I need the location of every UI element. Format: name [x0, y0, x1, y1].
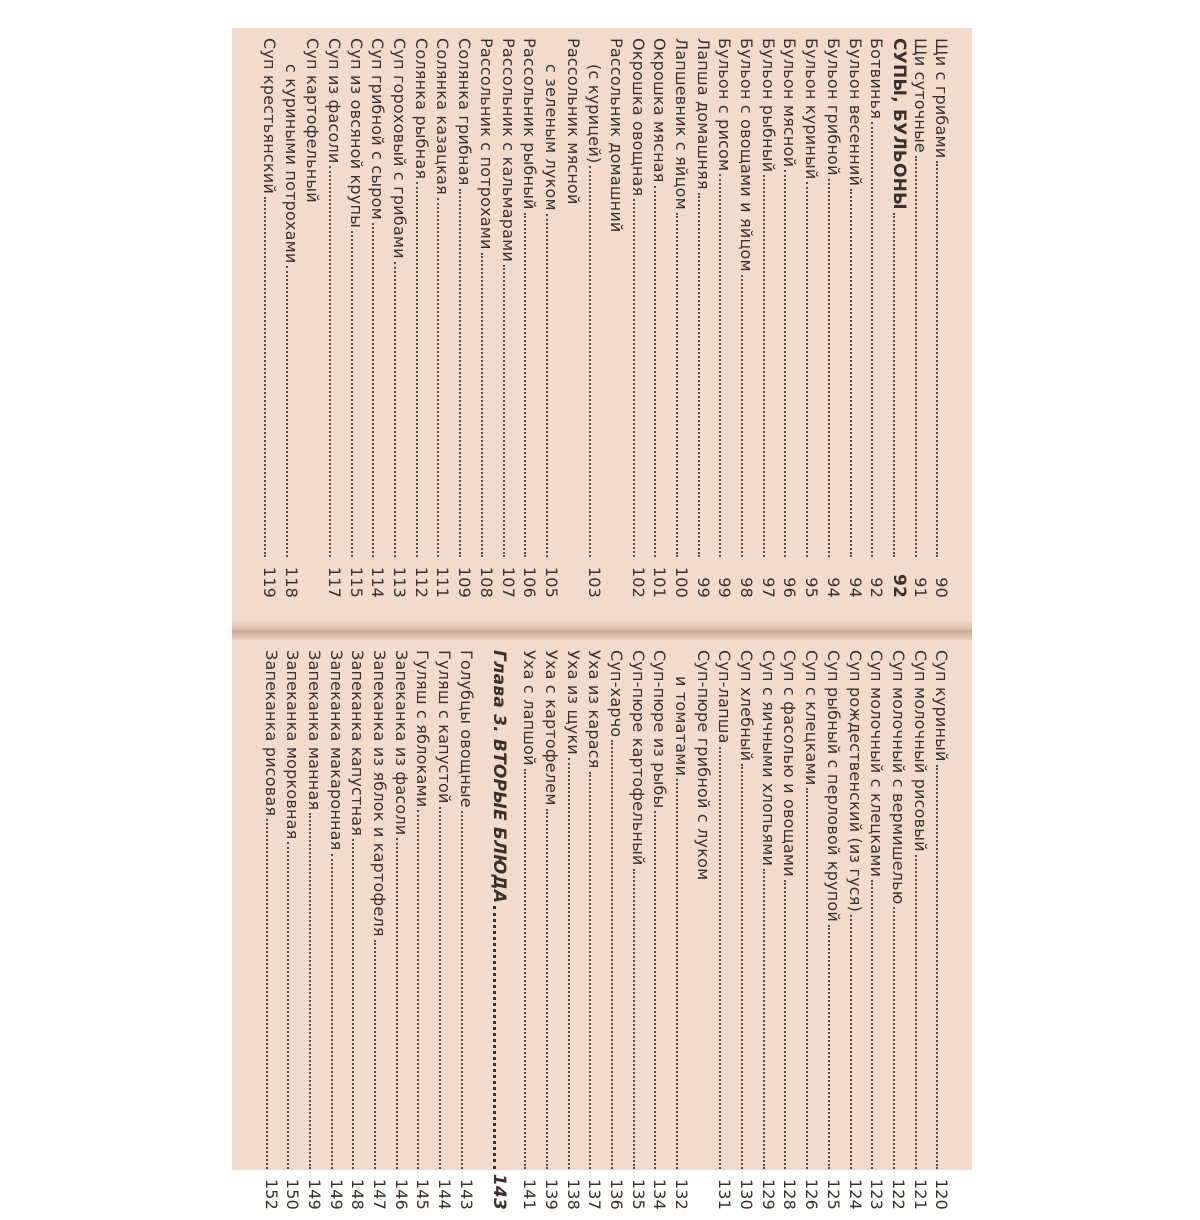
toc-entry — [846, 650, 868, 1210]
toc-entry — [435, 650, 457, 1210]
toc-entry-title: Бульон весенний — [845, 38, 865, 187]
toc-entry-page-number: 109 — [455, 566, 475, 598]
toc-entry-page-number: 125 — [823, 1178, 843, 1210]
toc-entry-page-number: 138 — [563, 1178, 583, 1210]
toc-entry-title: Суп из овсяной крупы — [346, 38, 366, 228]
toc-entry-title: Рассольник рыбный — [520, 38, 540, 210]
toc-entry-title: Рассольник домашний — [607, 38, 626, 233]
toc-entry-title: Суп гороховый с грибами — [390, 38, 410, 259]
toc-entry — [542, 650, 564, 1210]
toc-entry-page-number: 118 — [281, 566, 301, 598]
toc-entry-title: Бульон рыбный — [758, 38, 778, 173]
dot-leader — [546, 214, 549, 557]
dot-leader — [893, 907, 896, 1169]
toc-entry — [911, 38, 933, 598]
toc-entry — [489, 650, 511, 1210]
dot-leader — [828, 925, 831, 1169]
toc-entry — [629, 650, 651, 1210]
toc-entry-title: СУПЫ, БУЛЬОНЫ — [888, 38, 909, 210]
toc-entry — [390, 38, 412, 598]
toc-entry — [392, 650, 414, 1210]
toc-entry — [542, 38, 564, 598]
dot-leader — [352, 839, 355, 1169]
toc-entry — [607, 650, 629, 1210]
toc-entry-title: Глава 3. ВТОРЫЕ БЛЮДА — [488, 650, 509, 904]
toc-entry — [455, 38, 477, 598]
toc-entry-page-number: 94 — [823, 577, 843, 598]
toc-entry-title: Суп картофельный — [303, 38, 323, 203]
dot-leader — [936, 161, 939, 557]
toc-entry-page-number: 114 — [368, 566, 388, 598]
toc-entry-title: Суп с клецками — [802, 650, 822, 786]
toc-entry — [282, 38, 304, 598]
toc-entry-page-number: 101 — [650, 566, 670, 598]
dot-leader — [309, 813, 312, 1169]
toc-entry-title: Щи суточные — [910, 38, 930, 153]
dot-leader — [439, 807, 442, 1169]
toc-entry — [932, 38, 954, 598]
toc-entry — [585, 650, 607, 1210]
dot-leader — [871, 880, 874, 1169]
toc-entry — [564, 38, 586, 598]
toc-entry-title: и томатами — [672, 676, 692, 777]
toc-list-lower — [262, 640, 972, 1210]
toc-entry-page-number: 135 — [628, 1178, 648, 1210]
toc-entry-page-number: 95 — [802, 577, 822, 598]
toc-entry-title: Суп-лапша — [715, 650, 735, 744]
toc-entry-page-number: 141 — [520, 1178, 540, 1210]
toc-entry-title: Суп грибной с сыром — [368, 38, 388, 220]
toc-entry-page-number: 139 — [541, 1178, 561, 1210]
toc-entry-page-number: 103 — [585, 566, 605, 598]
toc-entry — [889, 38, 911, 598]
toc-entry-title: Окрошка мясная — [650, 38, 670, 183]
toc-entry — [715, 650, 737, 1210]
toc-entry-title: Бульон мясной — [780, 38, 800, 168]
toc-entry-title: Суп-пюре картофельный — [628, 650, 648, 866]
dot-leader — [394, 262, 397, 557]
toc-entry-page-number: 146 — [391, 1178, 411, 1210]
toc-entry-title: Суп-пюре грибной с луком — [693, 650, 713, 881]
toc-entry — [694, 38, 716, 598]
toc-entry-title: Суп с яичными хлопьями — [758, 650, 778, 867]
toc-entry — [414, 650, 436, 1210]
dot-leader — [459, 189, 462, 557]
toc-entry-page-number: 90 — [932, 577, 952, 598]
toc-entry-title: Гуляш с яблоками — [413, 650, 433, 808]
toc-entry — [824, 650, 846, 1210]
dot-leader — [719, 174, 722, 557]
toc-entry — [585, 38, 607, 598]
dot-leader — [633, 869, 636, 1170]
toc-entry-page-number: 145 — [413, 1178, 433, 1210]
toc-entry-page-number: 111 — [433, 566, 453, 598]
toc-entry-page-number: 123 — [867, 1178, 887, 1210]
toc-entry — [867, 38, 889, 598]
toc-entry-page-number: 115 — [346, 566, 366, 598]
toc-entry-page-number: 117 — [325, 566, 345, 598]
toc-entry — [303, 38, 325, 598]
book-spine-gutter — [232, 620, 972, 640]
dot-leader — [654, 811, 657, 1169]
dot-leader — [329, 166, 332, 557]
toc-entry — [759, 650, 781, 1210]
toc-entry-page-number: 98 — [737, 577, 757, 598]
toc-entry — [759, 38, 781, 598]
dot-leader — [741, 764, 744, 1169]
toc-entry-title: (с курицей) — [585, 64, 605, 164]
dot-leader — [418, 810, 421, 1169]
toc-entry — [434, 38, 456, 598]
dot-leader — [503, 265, 506, 557]
toc-entry — [457, 650, 479, 1210]
toc-entry-title: Гуляш с капустой — [435, 650, 455, 804]
toc-entry-page-number: 152 — [261, 1178, 281, 1210]
toc-entry-title: Рассольник с кальмарами — [498, 38, 518, 263]
dot-leader — [763, 175, 766, 557]
toc-entry-title: Лапшевник с яйцом — [672, 38, 692, 210]
toc-entry — [715, 38, 737, 598]
dot-leader — [264, 197, 267, 557]
toc-entry — [650, 650, 672, 1210]
toc-entry — [802, 38, 824, 598]
toc-entry — [607, 38, 629, 598]
toc-entry-title: Бульон с рисом — [715, 38, 735, 172]
toc-entry-page-number: 96 — [780, 577, 800, 598]
toc-entry-title: Рассольник мясной — [563, 38, 583, 205]
toc-entry-title: Суп крестьянский — [260, 38, 279, 194]
toc-entry-title: Запеканка манная — [305, 650, 325, 811]
toc-entry-title: Суп-харчо — [607, 650, 626, 738]
toc-entry — [262, 650, 284, 1210]
toc-entry — [520, 38, 542, 598]
toc-entry-page-number: 129 — [758, 1178, 778, 1210]
dot-leader — [286, 266, 289, 557]
toc-entry-title: Суп-пюре из рыбы — [650, 650, 670, 809]
dot-leader — [372, 223, 375, 557]
toc-entry-page-number: 137 — [585, 1178, 605, 1210]
toc-entry-title: Бульон с овощами и яйцом — [737, 38, 757, 272]
dot-leader — [416, 182, 419, 557]
toc-entry-page-number: 119 — [260, 566, 279, 598]
toc-list-upper — [260, 28, 972, 598]
toc-entry-page-number: 91 — [910, 577, 930, 598]
toc-entry-page-number: 143 — [488, 1173, 509, 1210]
dot-leader — [481, 253, 484, 557]
toc-entry-title: Уха с лапшой — [520, 650, 540, 766]
dot-leader — [438, 198, 441, 557]
toc-entry-title: Бульон куриный — [802, 38, 822, 180]
toc-entry — [932, 650, 954, 1210]
toc-entry — [672, 650, 694, 1210]
dot-leader — [741, 275, 744, 557]
dot-leader — [871, 122, 874, 557]
toc-entry-page-number: 121 — [910, 1178, 930, 1210]
dot-leader — [936, 765, 939, 1169]
dot-leader — [611, 740, 614, 1169]
dot-leader — [568, 758, 571, 1169]
toc-entry — [889, 650, 911, 1210]
toc-entry — [370, 650, 392, 1210]
dot-leader — [331, 854, 334, 1170]
toc-entry — [802, 650, 824, 1210]
toc-entry-page-number: 92 — [867, 577, 887, 598]
toc-entry-title: Окрошка овощная — [628, 38, 648, 197]
toc-entry-title: Запеканка морковная — [283, 650, 303, 840]
dot-leader — [915, 156, 918, 557]
dot-leader — [546, 809, 549, 1169]
toc-entry — [520, 650, 542, 1210]
toc-entry — [348, 650, 370, 1210]
dot-leader — [493, 906, 497, 1169]
dot-leader — [351, 231, 354, 557]
toc-entry — [781, 38, 803, 598]
toc-entry-page-number: 134 — [650, 1178, 670, 1210]
toc-entry — [283, 650, 305, 1210]
toc-entry-title: с куриными потрохами — [281, 64, 301, 264]
toc-entry-title: Запеканка макаронная — [326, 650, 346, 851]
toc-entry-title: Запеканка из фасоли — [391, 650, 411, 836]
page-upper — [232, 28, 972, 608]
toc-entry — [347, 38, 369, 598]
toc-entry-page-number: 108 — [476, 566, 496, 598]
toc-entry — [737, 650, 759, 1210]
toc-entry-page-number: 128 — [780, 1178, 800, 1210]
dot-leader — [589, 772, 592, 1169]
toc-entry-page-number: 132 — [672, 1178, 692, 1210]
toc-entry-title: Солянка рыбная — [411, 38, 431, 180]
toc-entry-page-number: 124 — [845, 1178, 865, 1210]
dot-leader — [374, 940, 377, 1169]
toc-entry-title: Суп хлебный — [737, 650, 757, 762]
dot-leader — [698, 193, 701, 557]
toc-entry-page-number: 122 — [888, 1178, 908, 1210]
dot-leader — [719, 747, 722, 1169]
toc-entry — [694, 650, 716, 1210]
dot-leader — [524, 769, 527, 1169]
toc-entry-title: Суп из фасоли — [325, 38, 345, 164]
toc-entry — [305, 650, 327, 1210]
toc-entry-page-number: 106 — [520, 566, 540, 598]
toc-entry-page-number: 99 — [715, 577, 735, 598]
toc-entry — [325, 38, 347, 598]
toc-entry-title: Суп молочный рисовый — [910, 650, 930, 852]
toc-entry-page-number: 100 — [672, 566, 692, 598]
toc-entry-page-number: 149 — [305, 1178, 325, 1210]
toc-entry-page-number: 143 — [456, 1178, 476, 1210]
toc-entry — [477, 38, 499, 598]
page-upper-content — [232, 28, 972, 608]
toc-entry-title: Суп молочный с клецками — [867, 650, 887, 878]
dot-leader — [763, 869, 766, 1169]
toc-entry-title: Суп куриный — [932, 650, 952, 762]
toc-entry-page-number: 148 — [348, 1178, 368, 1210]
toc-entry-page-number: 107 — [498, 566, 518, 598]
toc-entry — [824, 38, 846, 598]
dot-leader — [850, 189, 853, 557]
toc-entry-page-number: 113 — [390, 566, 410, 598]
toc-entry — [650, 38, 672, 598]
toc-entry-title: Суп рыбный с перловой крупой — [823, 650, 843, 923]
toc-entry — [911, 650, 933, 1210]
toc-entry — [327, 650, 349, 1210]
toc-entry-title: Суп рождественский (из гуся) — [845, 650, 865, 913]
toc-entry — [368, 38, 390, 598]
toc-entry-title: Солянка грибная — [455, 38, 475, 186]
dot-leader — [266, 819, 269, 1169]
dot-leader — [785, 170, 788, 557]
toc-entry-page-number: 105 — [541, 566, 561, 598]
toc-entry — [737, 38, 759, 598]
toc-entry-title: Запеканка рисовая — [261, 650, 281, 817]
dot-leader — [654, 186, 657, 557]
toc-entry-page-number: 97 — [758, 577, 778, 598]
toc-entry-title: Уха из карася — [585, 650, 605, 769]
toc-entry-title: Лапша домашняя — [693, 38, 713, 190]
dot-leader — [676, 213, 679, 557]
toc-entry-page-number: 144 — [435, 1178, 455, 1210]
toc-entry — [412, 38, 434, 598]
dot-leader — [589, 166, 592, 557]
toc-entry — [672, 38, 694, 598]
toc-entry-title: Солянка казацкая — [433, 38, 453, 195]
dot-leader — [287, 842, 290, 1169]
dot-leader — [633, 199, 636, 557]
toc-entry-page-number: 99 — [693, 577, 713, 598]
toc-entry — [564, 650, 586, 1210]
toc-entry-title: Уха из щуки — [563, 650, 583, 755]
dot-leader — [676, 779, 679, 1169]
toc-entry-page-number: 126 — [802, 1178, 822, 1210]
toc-entry-page-number: 150 — [283, 1178, 303, 1210]
dot-leader — [915, 855, 918, 1169]
dot-leader — [396, 838, 399, 1169]
toc-entry-page-number: 112 — [411, 566, 431, 598]
dot-leader — [524, 213, 527, 557]
toc-entry-page-number: 130 — [737, 1178, 757, 1210]
dot-leader — [461, 811, 464, 1169]
toc-entry — [867, 650, 889, 1210]
toc-entry-page-number: 102 — [628, 566, 648, 598]
toc-entry — [846, 38, 868, 598]
toc-entry-page-number: 147 — [370, 1178, 390, 1210]
dot-leader — [806, 182, 809, 557]
toc-entry-title: Запеканка капустная — [348, 650, 368, 837]
toc-entry-title: Щи с грибами — [932, 38, 952, 159]
dot-leader — [806, 788, 809, 1169]
toc-entry-page-number: 94 — [845, 577, 865, 598]
toc-entry-page-number: 131 — [715, 1178, 735, 1210]
toc-entry-title: Суп с фасолью и овощами — [780, 650, 800, 877]
toc-entry-title: Уха с картофелем — [541, 650, 561, 806]
toc-entry-page-number: 92 — [888, 573, 909, 598]
dot-leader — [785, 880, 788, 1169]
toc-entry — [260, 38, 282, 598]
toc-entry-title: Голубцы овощные — [456, 650, 476, 808]
toc-entry-page-number: 149 — [326, 1178, 346, 1210]
dot-leader — [893, 213, 896, 557]
toc-entry-page-number: 136 — [607, 1178, 626, 1210]
toc-entry-title: Суп молочный с вермишелью — [888, 650, 908, 905]
toc-entry-page-number: 120 — [932, 1178, 952, 1210]
page-lower — [232, 640, 972, 1220]
page-lower-content — [232, 640, 972, 1220]
book-spread — [232, 28, 972, 1210]
toc-entry — [629, 38, 651, 598]
toc-entry-title: Рассольник с потрохами — [476, 38, 496, 250]
toc-entry-title: с зеленым луком — [541, 64, 561, 211]
dot-leader — [850, 915, 853, 1169]
dot-leader — [828, 179, 831, 557]
toc-entry — [781, 650, 803, 1210]
toc-entry — [499, 38, 521, 598]
toc-entry-title: Запеканка из яблок и картофеля — [370, 650, 390, 937]
toc-entry-title: Бульон грибной — [823, 38, 843, 176]
toc-entry-title: Ботвинья — [867, 38, 887, 120]
